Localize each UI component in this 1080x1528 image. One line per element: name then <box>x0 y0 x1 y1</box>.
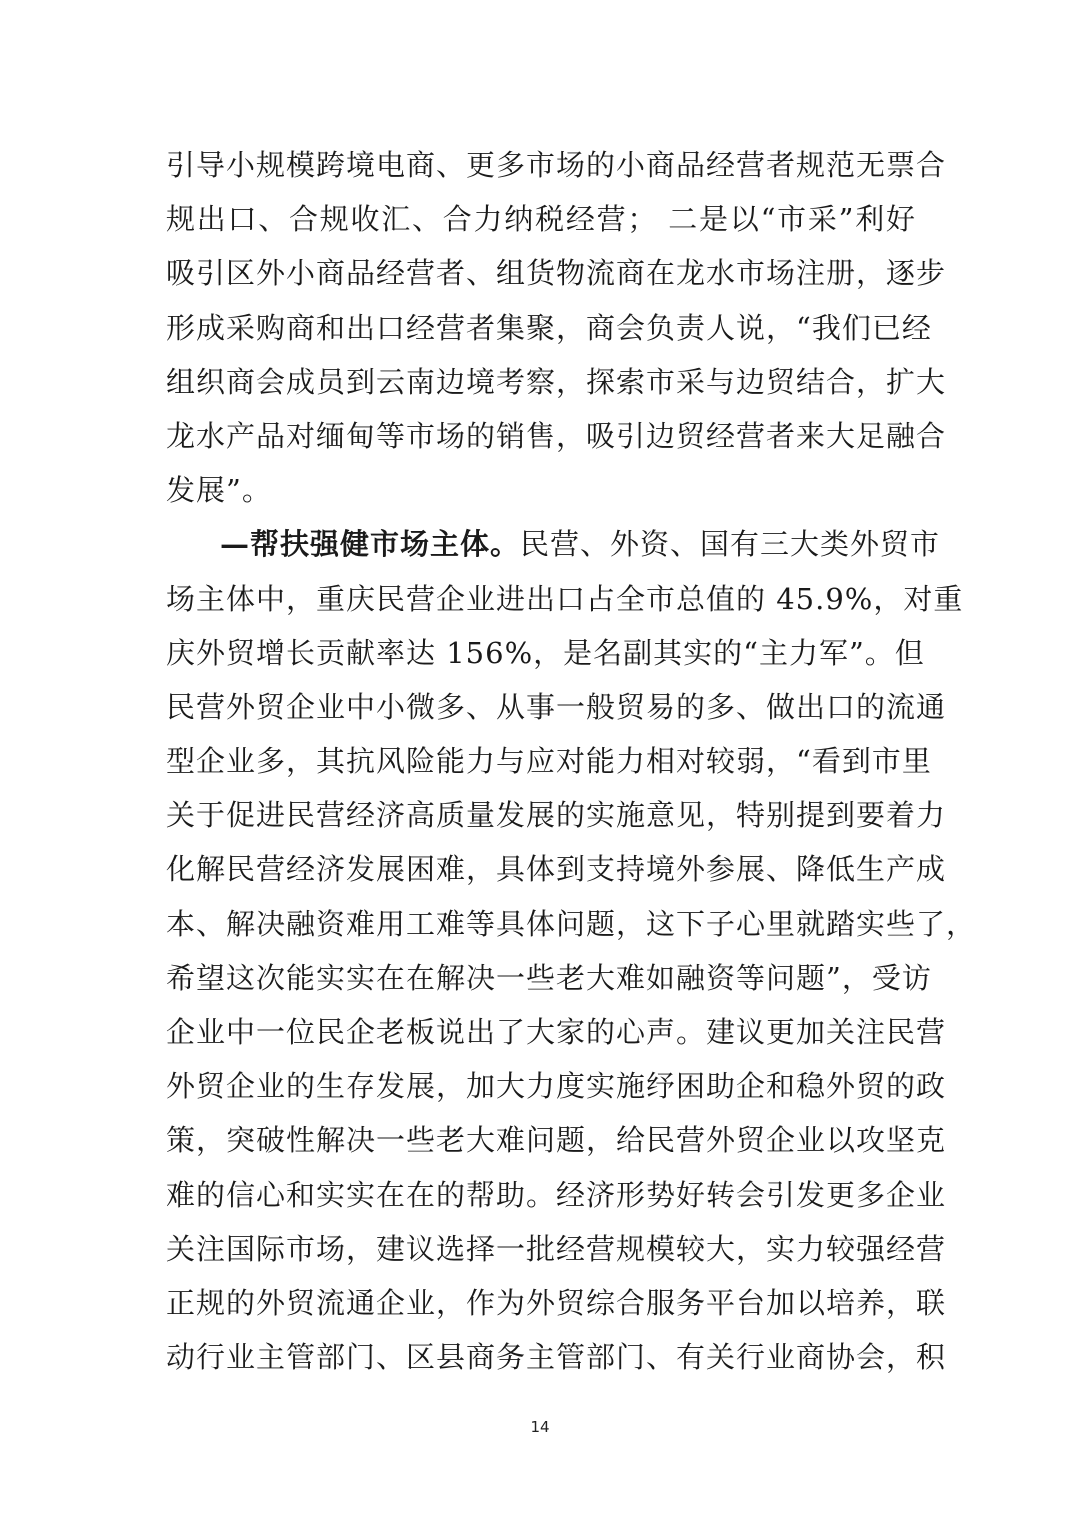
paragraph-line: 形成采购商和出口经营者集聚，商会负责人说，“我们已经 <box>166 310 932 345</box>
page-number: 14 <box>530 1418 550 1436</box>
paragraph-line: 关于促进民营经济高质量发展的实施意见，特别提到要着力 <box>166 798 947 833</box>
paragraph-line-rest: 民营、外资、国有三大类外贸市 <box>520 527 941 562</box>
paragraph-line: 民营外贸企业中小微多、从事一般贸易的多、做出口的流通 <box>166 689 947 724</box>
paragraph-line: 龙水产品对缅甸等市场的销售，吸引边贸经营者来大足融合 <box>166 418 947 453</box>
paragraph-line: 引导小规模跨境电商、更多市场的小商品经营者规范无票合 <box>166 148 947 182</box>
paragraph-line: 策，突破性解决一些老大难问题，给民营外贸企业以攻坚克 <box>166 1123 947 1158</box>
paragraph-line: 难的信心和实实在在的帮助。经济形势好转会引发更多企业 <box>166 1177 947 1212</box>
paragraph-first-line <box>166 517 941 571</box>
body-text <box>166 138 977 1384</box>
paragraph-line: 规出口、合规收汇、合力纳税经营； 二是以“市采”利好 <box>166 202 916 237</box>
paragraph-line: 型企业多，其抗风险能力与应对能力相对较弱，“看到市里 <box>166 744 932 779</box>
paragraph-line: 本、解决融资难用工难等具体问题，这下子心里就踏实些了， <box>166 906 977 941</box>
paragraph-line: 希望这次能实实在在解决一些老大难如融资等问题”，受访 <box>166 960 932 995</box>
paragraph-line: 正规的外贸流通企业，作为外贸综合服务平台加以培养，联 <box>166 1285 947 1320</box>
section-lead-heading: —帮扶强健市场主体。 <box>220 527 521 562</box>
paragraph-line: 发展”。 <box>166 473 272 508</box>
paragraph-line: 庆外贸增长贡献率达 156%，是名副其实的“主力军”。但 <box>166 635 925 670</box>
paragraph-line: 吸引区外小商品经营者、组货物流商在龙水市场注册，逐步 <box>166 256 947 291</box>
paragraph-line: 企业中一位民企老板说出了大家的心声。建议更加关注民营 <box>166 1015 947 1049</box>
paragraph-line: 组织商会成员到云南边境考察，探索市采与边贸结合，扩大 <box>166 364 947 399</box>
paragraph-line: 动行业主管部门、区县商务主管部门、有关行业商协会，积 <box>166 1340 947 1375</box>
paragraph-line: 化解民营经济发展困难，具体到支持境外参展、降低生产成 <box>166 852 947 887</box>
paragraph-line: 场主体中，重庆民营企业进出口占全市总值的 45.9%，对重 <box>166 581 964 616</box>
paragraph-line: 关注国际市场，建议选择一批经营规模较大，实力较强经营 <box>166 1231 947 1266</box>
paragraph-line: 外贸企业的生存发展，加大力度实施纾困助企和稳外贸的政 <box>166 1069 947 1104</box>
